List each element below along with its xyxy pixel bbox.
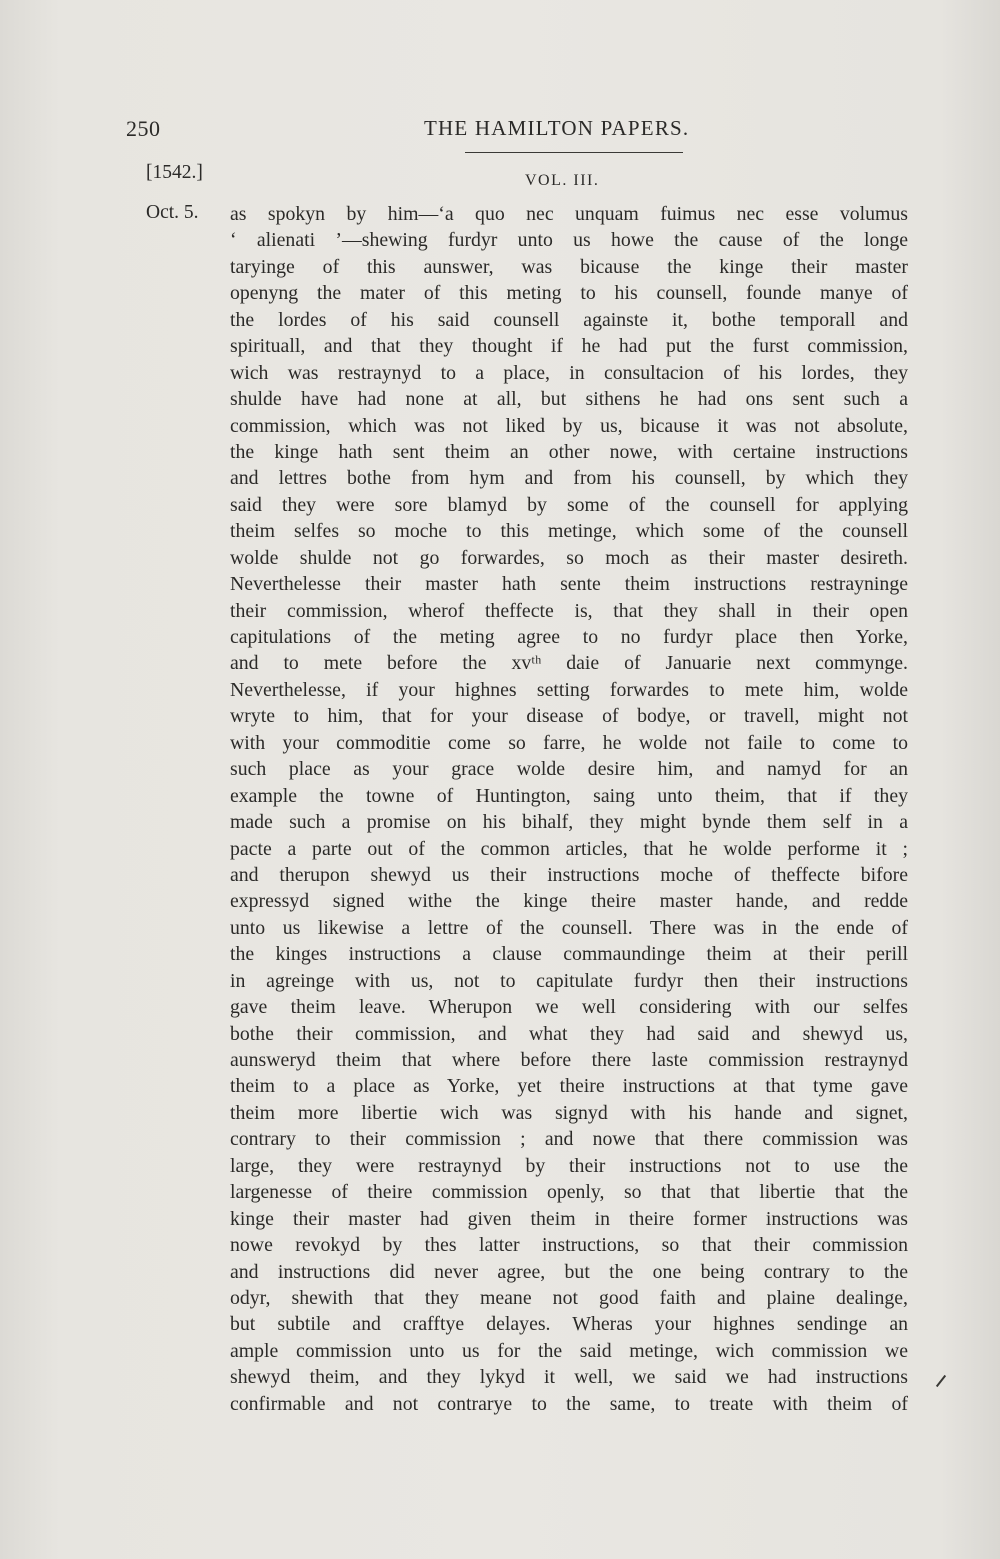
text-line: pacte a parte out of the common articles, that he wolde performe it ;	[230, 837, 908, 860]
text-line: largenesse of theire commission openly, so that that libertie that the	[230, 1181, 908, 1204]
text-line: the lordes of his said counsell againste it, bothe temporall and	[230, 308, 908, 331]
text-line: nowe revokyd by thes latter instructions, so that their commission	[230, 1234, 908, 1257]
text-line: wich was restraynyd to a place, in consultacion of his lordes, they	[230, 361, 908, 384]
text-line: expressyd signed withe the kinge theire master hande, and redde	[230, 890, 908, 913]
text-line: large, they were restraynyd by their instructions not to use the	[230, 1154, 908, 1177]
text-line: confirmable and not contrarye to the same, to treate with theim of	[230, 1392, 908, 1415]
text-line: kinge their master had given theim in theire former instructions was	[230, 1207, 908, 1230]
date-margin-note: Oct. 5.	[146, 202, 199, 223]
pencil-mark	[936, 1375, 946, 1387]
text-line: as spokyn by him—‘a quo nec unquam fuimus nec esse volumus	[230, 203, 908, 225]
text-line: with your commoditie come so farre, he wolde not faile to come to	[230, 731, 908, 754]
header-rule	[465, 152, 683, 153]
volume-label: VOL. III.	[525, 172, 600, 189]
text-line: wolde shulde not go forwardes, so moch as their master desireth.	[230, 546, 908, 569]
text-line: spirituall, and that they thought if he had put the furst commission,	[230, 335, 908, 358]
text-line: unto us likewise a lettre of the counsell. There was in the ende of	[230, 916, 908, 939]
text-line: taryinge of this aunswer, was bicause the kinge their master	[230, 255, 908, 278]
text-line: shulde have had none at all, but sithens he had ons sent such a	[230, 388, 908, 411]
text-line: Neverthelesse, if your highnes setting forwardes to mete him, wolde	[230, 678, 908, 701]
text-line: odyr, shewith that they meane not good faith and plaine dealinge,	[230, 1286, 908, 1309]
text-line: theim selfes so moche to this metinge, which some of the counsell	[230, 520, 908, 543]
text-line: said they were sore blamyd by some of the counsell for applying	[230, 493, 908, 516]
text-line: their commission, wherof theffecte is, that they shall in their open	[230, 599, 908, 622]
text-line: the kinges instructions a clause commaundinge theim at their perill	[230, 943, 908, 966]
page-number: 250	[126, 116, 161, 141]
text-line: wryte to him, that for your disease of bodye, or travell, might not	[230, 705, 908, 728]
text-line: but subtile and crafftye delayes. Wheras your highnes sendinge an	[230, 1313, 908, 1336]
text-line: made such a promise on his bihalf, they might bynde them self in a	[230, 811, 908, 834]
text-line: and instructions did never agree, but the one being contrary to the	[230, 1260, 908, 1283]
text-line: aunsweryd theim that where before there laste commission restraynyd	[230, 1049, 908, 1071]
text-line: theim to a place as Yorke, yet theire instructions at that tyme gave	[230, 1075, 908, 1098]
text-line: such place as your grace wolde desire him, and namyd for an	[230, 758, 908, 781]
text-line: ample commission unto us for the said metinge, wich commission we	[230, 1339, 908, 1362]
text-line: and to mete before the xvᵗʰ daie of Januarie next commynge.	[230, 652, 908, 675]
text-line: Neverthelesse their master hath sente theim instructions restrayninge	[230, 573, 908, 596]
text-line: the kinge hath sent theim an other nowe, with certaine instructions	[230, 440, 908, 463]
text-line: example the towne of Huntington, saing unto theim, that if they	[230, 784, 908, 807]
year-margin-note: [1542.]	[146, 162, 203, 183]
body-text	[230, 201, 908, 1417]
text-line: and lettres bothe from hym and from his counsell, by which they	[230, 467, 908, 490]
text-line: theim more libertie wich was signyd with his hande and signet,	[230, 1101, 908, 1124]
text-line: capitulations of the meting agree to no furdyr place then Yorke,	[230, 626, 908, 648]
text-line: shewyd theim, and they lykyd it well, we said we had instructions	[230, 1366, 908, 1389]
text-line: contrary to their commission ; and nowe that there commission was	[230, 1128, 908, 1151]
text-line: bothe their commission, and what they had said and shewyd us,	[230, 1022, 908, 1045]
text-line: commission, which was not liked by us, bicause it was not absolute,	[230, 414, 908, 437]
running-title: THE HAMILTON PAPERS.	[424, 116, 690, 140]
text-line: ‘ alienati ’—shewing furdyr unto us howe the cause of the longe	[230, 229, 908, 252]
text-line: gave theim leave. Wherupon we well considering with our selfes	[230, 996, 908, 1019]
text-line: and therupon shewyd us their instructions moche of theffecte bifore	[230, 863, 908, 886]
text-line: openyng the mater of this meting to his counsell, founde manye of	[230, 282, 908, 305]
text-line: in agreinge with us, not to capitulate furdyr then their instructions	[230, 969, 908, 992]
